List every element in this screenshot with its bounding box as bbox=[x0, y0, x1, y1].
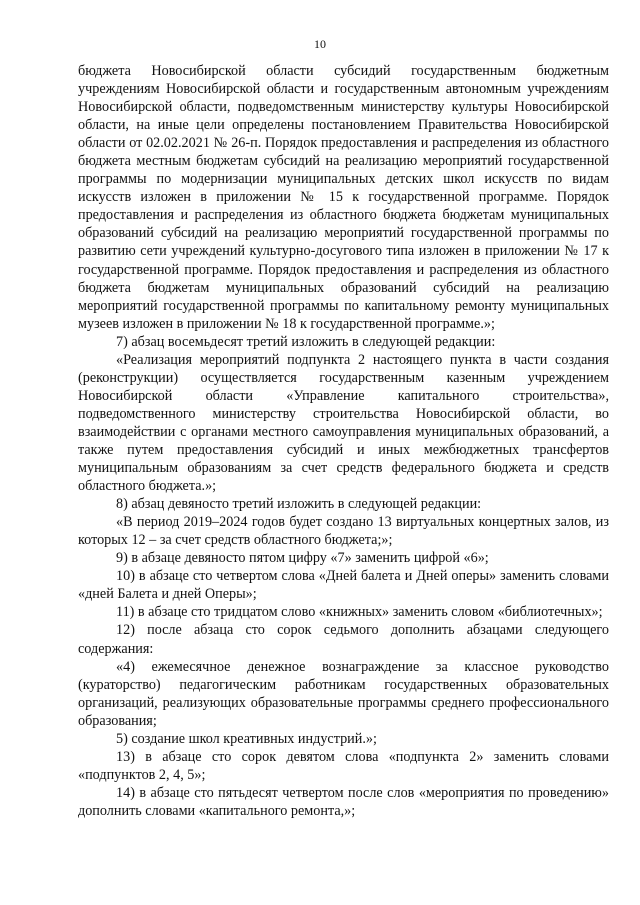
quoted-paragraph: «4) ежемесячное денежное вознаграждение за классное руководство (кураторство) педагогическим работникам государственных образовательных организаций, реализующих образовательные программы среднего профессионального образования; bbox=[78, 658, 609, 729]
amendment-item-13: 13) в абзаце сто сорок девятом слова «подпункта 2» заменить словами «подпунктов 2, 4, 5»; bbox=[78, 748, 609, 783]
amendment-item-11: 11) в абзаце сто тридцатом слово «книжных» заменить словом «библиотечных»; bbox=[116, 604, 603, 621]
amendment-item-10: 10) в абзаце сто четвертом слова «Дней балета и Дней оперы» заменить словами «дней Балета и дней Оперы»; bbox=[78, 568, 609, 603]
amendment-item-9: 9) в абзаце девяносто пятом цифру «7» заменить цифрой «6»; bbox=[116, 550, 489, 567]
document-body bbox=[78, 62, 609, 820]
amendment-item-8: 8) абзац девяносто третий изложить в следующей редакции: bbox=[116, 496, 482, 513]
quoted-paragraph: 5) создание школ креативных индустрий.»; bbox=[116, 730, 377, 747]
amendment-item-7: 7) абзац восемьдесят третий изложить в следующей редакции: bbox=[116, 333, 496, 350]
paragraph-continuation: бюджета Новосибирской области субсидий государственным бюджетным учреждениям Новосибирской области и государственным автономным учреждениям Новосибирской области, подведомственным министерству культуры Новосибирской области, на иные цели определены постановлением Правительства Новосибирской области от 02.02.2021 № 26-п. Порядок предоставления и распределения из областного бюджета местным бюджетам субсидий на реализацию мероприятий государственной программы по модернизации муниципальных детских школ искусств по видам искусств изложен в приложении № 15 к государственной программе. Порядок предоставления и распределения из областного бюджета бюджетам муниципальных образований субсидий на реализацию мероприятий государственной программы по развитию сети учреждений культурно-досугового типа изложен в приложении № 17 к государственной программе. Порядок предоставления и распределения из областного бюджета бюджетам муниципальных образований субсидий на реализацию мероприятий государственной программы по капитальному ремонту муниципальных музеев изложен в приложении № 18 к государственной программе.»; bbox=[78, 63, 609, 332]
quoted-paragraph: «Реализация мероприятий подпункта 2 настоящего пункта в части создания (реконструкции) осуществляется государственным казенным учреждением Новосибирской области «Управление капитального строительства», подведомственного министерству строительства Новосибирской области, во взаимодействии с органами местного самоуправления муниципальных образований, а также путем предоставления субсидий и иных межбюджетных трансфертов муниципальным образованиям за счет средств федерального бюджета и средств областного бюджета.»; bbox=[78, 351, 609, 495]
amendment-item-12: 12) после абзаца сто сорок седьмого дополнить абзацами следующего содержания: bbox=[78, 622, 609, 657]
quoted-paragraph: «В период 2019–2024 годов будет создано 13 виртуальных концертных залов, из которых 12 – за счет средств областного бюджета;»; bbox=[78, 514, 609, 549]
amendment-item-14: 14) в абзаце сто пятьдесят четвертом после слов «мероприятия по проведению» дополнить словами «капитального ремонта,»; bbox=[78, 784, 609, 819]
page-number: 10 bbox=[314, 37, 326, 51]
